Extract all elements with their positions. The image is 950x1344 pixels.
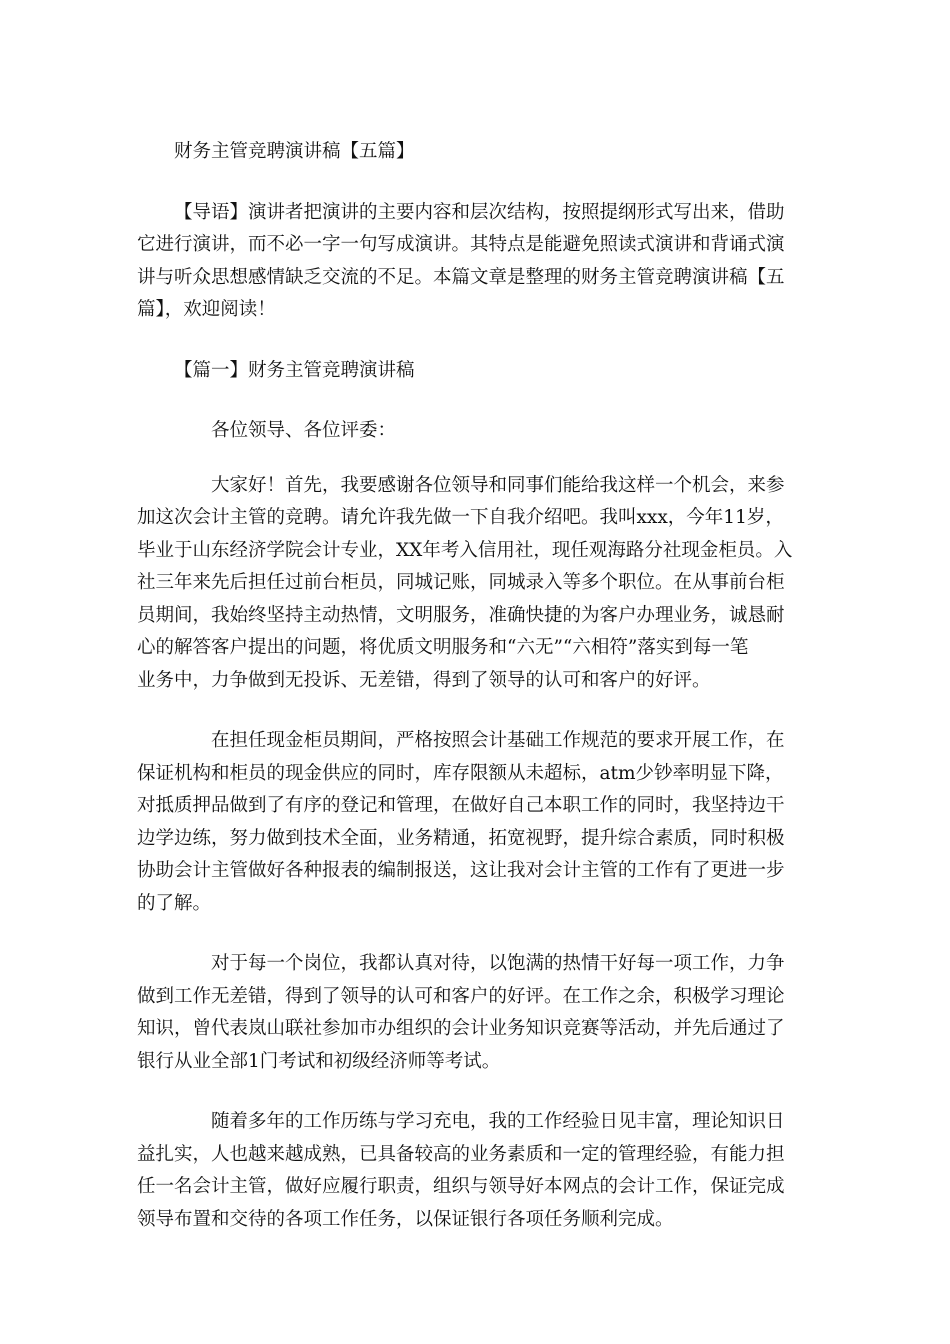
paragraph-line: 知识，曾代表岚山联社参加市办组织的会计业务知识竞赛等活动，并先后通过了	[137, 1018, 785, 1039]
paragraph-line: 协助会计主管做好各种报表的编制报送，这让我对会计主管的工作有了更进一步	[137, 860, 785, 881]
paragraph-line: 做到工作无差错，得到了领导的认可和客户的好评。在工作之余，积极学习理论	[137, 985, 785, 1007]
paragraph-line: 任一名会计主管，做好应履行职责，组织与领导好本网点的会计工作，保证完成	[137, 1176, 785, 1197]
intro-line: 【导语】演讲者把演讲的主要内容和层次结构，按照提纲形式写出来，借助	[174, 201, 785, 223]
document-body	[137, 136, 809, 1236]
paragraph-line: 在担任现金柜员期间，严格按照会计基础工作规范的要求开展工作，在	[211, 730, 785, 751]
body-paragraph	[137, 725, 809, 920]
intro-line: 篇】，欢迎阅读！	[137, 299, 276, 320]
paragraph-line: 随着多年的工作历练与学习充电，我的工作经验日见丰富，理论知识日	[211, 1111, 785, 1132]
paragraph-line: 大家好！首先，我要感谢各位领导和同事们能给我这样一个机会，来参	[211, 474, 785, 496]
paragraph-line: 对抵质押品做到了有序的登记和管理，在做好自己本职工作的同时，我坚持边干	[137, 795, 785, 816]
body-paragraph	[137, 948, 809, 1078]
section-heading: 【篇一】财务主管竞聘演讲稿	[174, 359, 415, 381]
paragraph-line: 社三年来先后担任过前台柜员，同城记账，同城录入等多个职位。在从事前台柜	[137, 572, 785, 593]
salutation: 各位领导、各位评委：	[211, 420, 397, 441]
paragraph-line: 的了解。	[137, 892, 212, 914]
paragraph-line: 对于每一个岗位，我都认真对待，以饱满的热情干好每一项工作，力争	[211, 953, 785, 974]
paragraph-line: 业务中，力争做到无投诉、无差错，得到了领导的认可和客户的好评。	[137, 669, 711, 691]
paragraph-line: 保证机构和柜员的现金供应的同时，库存限额从未超标，atm少钞率明显下降，	[137, 762, 784, 784]
paragraph-line: 心的解答客户提出的问题，将优质文明服务和“六无”“六相符”落实到每一笔	[137, 637, 749, 658]
intro-line: 它进行演讲，而不必一字一句写成演讲。其特点是能避免照读式演讲和背诵式演	[137, 234, 785, 255]
body-paragraph	[137, 1106, 809, 1236]
paragraph-line: 加这次会计主管的竞聘。请允许我先做一下自我介绍吧。我叫xxx，今年11岁，	[137, 507, 784, 528]
paragraph-line: 毕业于山东经济学院会计专业，XX年考入信用社，现任观海路分社现金柜员。入	[137, 539, 793, 561]
paragraph-line: 银行从业全部1门考试和初级经济师等考试。	[137, 1050, 501, 1072]
intro-line: 讲与听众思想感情缺乏交流的不足。本篇文章是整理的财务主管竞聘演讲稿【五	[137, 266, 785, 288]
paragraph-line: 领导布置和交待的各项工作任务，以保证银行各项任务顺利完成。	[137, 1208, 674, 1230]
paragraph-line: 边学边练，努力做到技术全面，业务精通，拓宽视野，提升综合素质，同时积极	[137, 827, 785, 849]
body-paragraph	[137, 470, 809, 698]
document-title: 财务主管竞聘演讲稿【五篇】	[174, 141, 415, 162]
paragraph-line: 员期间，我始终坚持主动热情，文明服务，准确快捷的为客户办理业务，诚恳耐	[137, 604, 785, 626]
intro-paragraph	[137, 197, 809, 327]
paragraph-line: 益扎实，人也越来越成熟，已具备较高的业务素质和一定的管理经验，有能力担	[137, 1143, 785, 1165]
